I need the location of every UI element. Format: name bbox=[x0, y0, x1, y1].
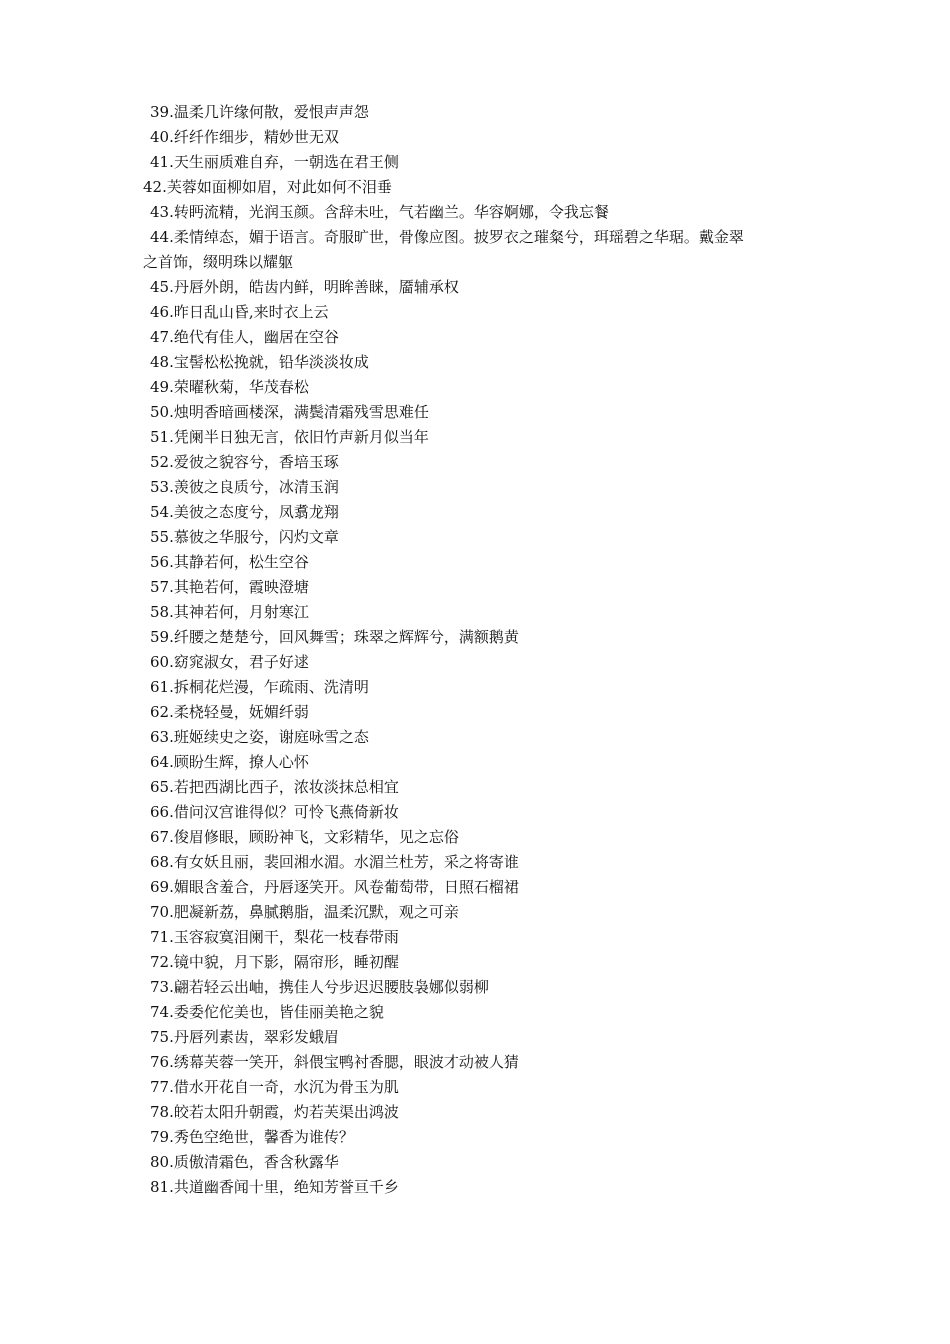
line-61: 61.拆桐花烂漫，乍疏雨、洗清明 bbox=[150, 678, 369, 696]
line-63: 63.班姬续史之姿，谢庭咏雪之态 bbox=[150, 728, 369, 746]
line-47: 47.绝代有佳人，幽居在空谷 bbox=[150, 328, 339, 346]
line-54: 54.美彼之态度兮，凤翥龙翔 bbox=[150, 503, 339, 521]
line-40: 40.纤纤作细步，精妙世无双 bbox=[150, 128, 339, 146]
line-80: 80.质傲清霜色，香含秋露华 bbox=[150, 1153, 339, 1171]
line-39: 39.温柔几许缘何散，爱恨声声怨 bbox=[150, 103, 369, 121]
line-44: 44.柔情绰态，媚于语言。奇服旷世，骨像应图。披罗衣之璀粲兮，珥瑶碧之华琚。戴金翠 bbox=[150, 228, 744, 246]
line-74: 74.委委佗佗美也，皆佳丽美艳之貌 bbox=[150, 1003, 384, 1021]
line-53: 53.羡彼之良质兮，冰清玉润 bbox=[150, 478, 339, 496]
line-60: 60.窈窕淑女，君子好逑 bbox=[150, 653, 309, 671]
line-67: 67.俊眉修眼，顾盼神飞，文彩精华，见之忘俗 bbox=[150, 828, 459, 846]
line-56: 56.其静若何，松生空谷 bbox=[150, 553, 309, 571]
line-65: 65.若把西湖比西子，浓妆淡抹总相宜 bbox=[150, 778, 399, 796]
line-42: 42.芙蓉如面柳如眉，对此如何不泪垂 bbox=[143, 178, 392, 196]
line-62: 62.柔桡轻曼，妩媚纤弱 bbox=[150, 703, 309, 721]
line-69: 69.媚眼含羞合，丹唇逐笑开。风卷葡萄带，日照石榴裙 bbox=[150, 878, 519, 896]
line-59: 59.纤腰之楚楚兮，回风舞雪；珠翠之辉辉兮，满额鹅黄 bbox=[150, 628, 519, 646]
line-68: 68.有女妖且丽，裴回湘水湄。水湄兰杜芳，采之将寄谁 bbox=[150, 853, 519, 871]
line-49: 49.荣曜秋菊，华茂春松 bbox=[150, 378, 309, 396]
line-43: 43.转眄流精，光润玉颜。含辞未吐，气若幽兰。华容婀娜，令我忘餐 bbox=[150, 203, 609, 221]
line-79: 79.秀色空绝世，馨香为谁传？ bbox=[150, 1128, 354, 1146]
line-78: 78.皎若太阳升朝霞，灼若芙渠出鸿波 bbox=[150, 1103, 399, 1121]
line-66: 66.借问汉宫谁得似？可怜飞燕倚新妆 bbox=[150, 803, 399, 821]
line-52: 52.爱彼之貌容兮，香培玉琢 bbox=[150, 453, 339, 471]
line-64: 64.顾盼生辉，撩人心怀 bbox=[150, 753, 309, 771]
line-57: 57.其艳若何，霞映澄塘 bbox=[150, 578, 309, 596]
line-77: 77.借水开花自一奇，水沉为骨玉为肌 bbox=[150, 1078, 399, 1096]
line-75: 75.丹唇列素齿，翠彩发蛾眉 bbox=[150, 1028, 339, 1046]
line-71: 71.玉容寂寞泪阑干，梨花一枝春带雨 bbox=[150, 928, 399, 946]
line-76: 76.绣幕芙蓉一笑开，斜偎宝鸭衬香腮，眼波才动被人猜 bbox=[150, 1053, 519, 1071]
poem-line-list bbox=[0, 100, 950, 1200]
line-41: 41.天生丽质难自弃，一朝选在君王侧 bbox=[150, 153, 399, 171]
line-70: 70.肥凝新荔，鼻腻鹅脂，温柔沉默，观之可亲 bbox=[150, 903, 459, 921]
line-44-continued: 之首饰，缀明珠以耀躯 bbox=[143, 253, 294, 271]
line-73: 73.翩若轻云出岫，携佳人兮步迟迟腰肢袅娜似弱柳 bbox=[150, 978, 489, 996]
line-55: 55.慕彼之华服兮，闪灼文章 bbox=[150, 528, 339, 546]
line-48: 48.宝髻松松挽就，铅华淡淡妆成 bbox=[150, 353, 369, 371]
line-81: 81.共道幽香闻十里，绝知芳誉亘千乡 bbox=[150, 1178, 399, 1196]
line-72: 72.镜中貌，月下影，隔帘形，睡初醒 bbox=[150, 953, 399, 971]
line-46: 46.昨日乱山昏,来时衣上云 bbox=[150, 303, 329, 321]
line-58: 58.其神若何，月射寒江 bbox=[150, 603, 309, 621]
line-45: 45.丹唇外朗，皓齿内鲜，明眸善睐，靥辅承权 bbox=[150, 278, 459, 296]
line-51: 51.凭阑半日独无言，依旧竹声新月似当年 bbox=[150, 428, 429, 446]
line-50: 50.烛明香暗画楼深，满鬓清霜残雪思难任 bbox=[150, 403, 429, 421]
